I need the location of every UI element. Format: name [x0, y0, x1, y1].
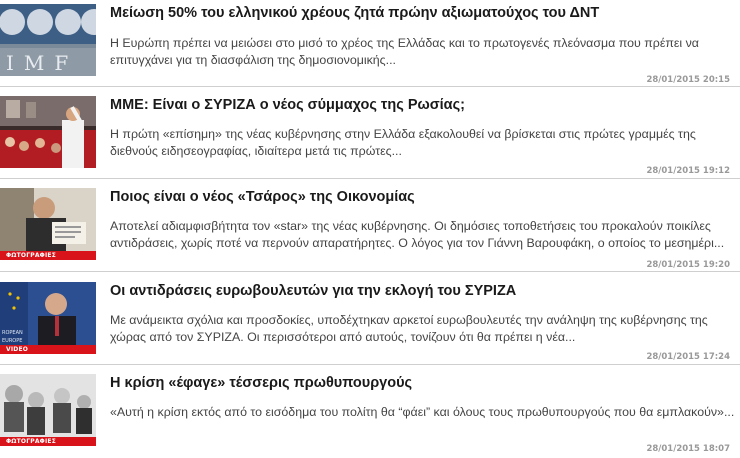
photos-badge: ΦΩΤΟΓΡΑΦΙΕΣ	[0, 251, 96, 260]
prime-ministers-collage-image[interactable]	[0, 374, 96, 446]
news-item[interactable]	[0, 4, 740, 84]
article-title[interactable]: Οι αντιδράσεις ευρωβουλευτών για την εκλογή του ΣΥΡΙΖΑ	[110, 283, 517, 299]
divider	[0, 364, 740, 365]
european-parliament-speaker-image[interactable]	[0, 282, 96, 354]
article-summary: Η Ευρώπη πρέπει να μειώσει στο μισό το χρέος της Ελλάδας και το πρωτογενές πλεόνασμα που πρέπει να επιτυγχάνει για τη διασφάλιση της δημοσιονομικής...	[110, 36, 699, 67]
news-item[interactable]	[0, 96, 740, 176]
imf-logo-image[interactable]	[0, 4, 96, 76]
article-summary: Η πρώτη «επίσημη» της νέας κυβέρνησης στην Ελλάδα εξακολουθεί να βρίσκεται στις πρώτες γραμμές της διεθνούς ειδησεογραφίας, ιδιαίτερα μετά τις πρώτες...	[110, 127, 696, 158]
divider	[0, 178, 740, 179]
news-item[interactable]	[0, 282, 740, 362]
divider	[0, 86, 740, 87]
rally-crowd-image[interactable]	[0, 96, 96, 168]
article-date: 28/01/2015 20:15	[646, 75, 730, 85]
news-item[interactable]	[0, 188, 740, 268]
man-reading-image[interactable]	[0, 188, 96, 260]
article-date: 28/01/2015 19:12	[646, 166, 730, 176]
article-title[interactable]: Η κρίση «έφαγε» τέσσερις πρωθυπουργούς	[110, 375, 413, 391]
article-date: 28/01/2015 18:07	[646, 444, 730, 454]
article-title[interactable]: Μείωση 50% του ελληνικού χρέους ζητά πρώην αξιωματούχος του ΔΝΤ	[110, 5, 600, 21]
svg-text:EUROPE: EUROPE	[2, 338, 23, 344]
article-title[interactable]: Ποιος είναι ο νέος «Τσάρος» της Οικονομίας	[110, 189, 415, 205]
article-summary: Αποτελεί αδιαμφισβήτητα τον «star» της νέας κυβέρνησης. Οι δημόσιες τοποθετήσεις του προκαλούν ποικίλες αντιδράσεις, χωρίς ποτέ να περνούν απαρατήρητες. Ο λόγος για τον Γιάννη Βαρουφάκη, ο οποίος το μεσημέρι...	[110, 219, 725, 250]
article-date: 28/01/2015 17:24	[646, 352, 730, 362]
article-date: 28/01/2015 19:20	[646, 260, 730, 270]
photos-badge: ΦΩΤΟΓΡΑΦΙΕΣ	[0, 437, 96, 446]
news-item[interactable]	[0, 374, 740, 458]
article-title[interactable]: ΜΜΕ: Είναι ο ΣΥΡΙΖΑ ο νέος σύμμαχος της Ρωσίας;	[110, 97, 465, 113]
svg-text:IMF: IMF	[6, 51, 79, 75]
svg-text:ROPEAN: ROPEAN	[2, 330, 23, 336]
video-badge: VIDEO	[0, 345, 96, 354]
divider	[0, 271, 740, 272]
article-summary: «Αυτή η κρίση εκτός από το εισόδημα του πολίτη θα “φάει” και όλους τους πρωθυπουργούς που θα εμπλακούν»...	[110, 405, 735, 419]
article-summary: Με ανάμεικτα σχόλια και προσδοκίες, υποδέχτηκαν αρκετοί ευρωβουλευτές την ανάληψη της κυβέρνησης της χώρας από τον ΣΥΡΙΖΑ. Οι περισσότεροι από αυτούς, τονίζουν ότι θα πρέπει η νέα...	[110, 313, 708, 344]
